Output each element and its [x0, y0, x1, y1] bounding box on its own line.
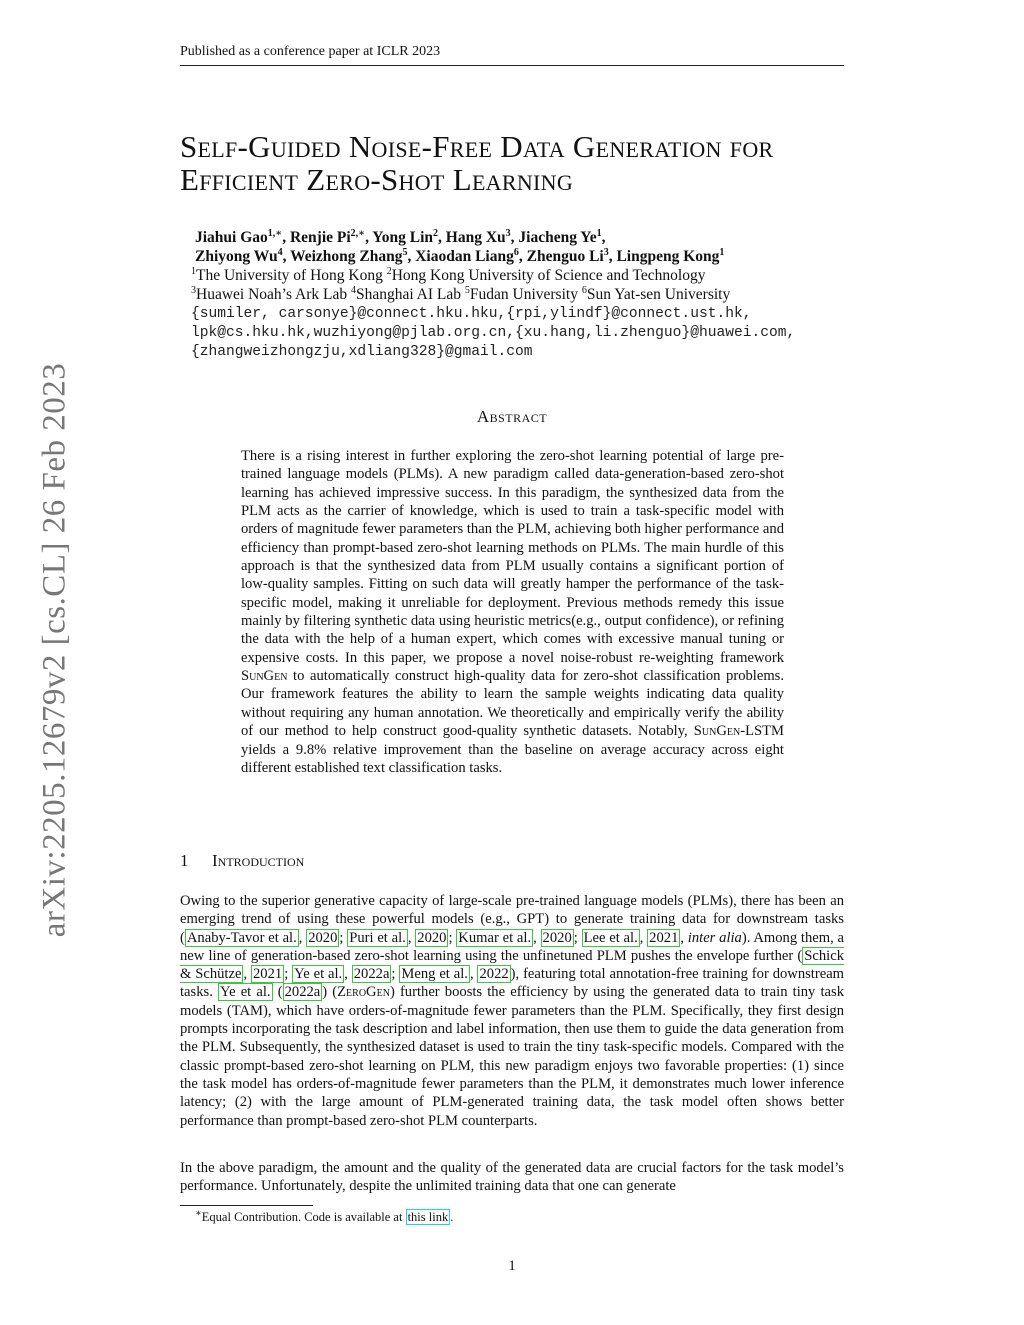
author-mark: 5: [402, 246, 408, 258]
author: Weizhong Zhang: [290, 248, 403, 265]
author-list: [195, 228, 724, 266]
abstract-body: [241, 447, 784, 777]
citation-link[interactable]: 2021: [649, 929, 679, 946]
affiliation-mark: 6: [581, 284, 587, 296]
body-text: Owing to the superior generative capacity of large-scale pre-trained language models (PLMs), there has been an emerging trend of using these powerful models (e.g., GPT) to generate training data for downstream tasks (: [180, 893, 844, 946]
author: Lingpeng Kong: [616, 248, 720, 265]
citation-link[interactable]: 2020: [417, 929, 447, 946]
footnote: ∗Equal Contribution. Code is available at this link .: [195, 1207, 454, 1224]
email-line: lpk@cs.hku.hk,wuzhiyong@pjlab.org.cn,{xu.hang,li.zhenguo}@huawei.com,: [191, 325, 796, 341]
body-text: ). Among them, a new line of generation-based zero-shot learning using the unfinetuned PLM pushes the envelope further (: [180, 929, 845, 964]
affiliation: Huawei Noah’s Ark Lab: [196, 286, 348, 303]
affiliation: Hong Kong University of Science and Technology: [391, 267, 706, 284]
running-header: Published as a conference paper at ICLR 2023: [180, 44, 441, 59]
footnote-rule: [180, 1205, 313, 1206]
affiliation-mark: 5: [464, 284, 470, 296]
author-mark: 1,∗: [267, 227, 283, 239]
body-text: ), featuring total annotation-free training for downstream tasks.: [180, 966, 845, 1001]
page-number: 1: [508, 1258, 516, 1274]
author-mark: 1: [596, 227, 602, 239]
author-mark: 6: [513, 246, 519, 258]
title-line-2: Efficient Zero-Shot Learning: [180, 162, 574, 197]
citation-link[interactable]: Kumar et al.: [458, 929, 532, 946]
author: Renjie Pi: [289, 229, 351, 246]
affiliation: Shanghai AI Lab: [355, 286, 462, 303]
abstract-text: There is a rising interest in further exploring the zero-shot learning potential of large pre-trained language models (PLMs). A new paradigm called data-generation-based zero-shot learning has achieved impressive success. In this paradigm, the synthesized data from the PLM acts as the carrier of knowledge, which is used to train a task-specific model with orders of magnitude fewer parameters than the PLM, achieving both higher performance and efficiency than prompt-based zero-shot learning methods on PLMs. The main hurdle of this approach is that the synthesized data from PLM usually contains a significant portion of low-quality samples. Fitting on such data will greatly hamper the performance of the task-specific model, making it unreliable for deployment. Previous methods remedy this issue mainly by filtering synthetic data using heuristic metrics(e.g., output confidence), or refining the data with the help of a human expert, which comes with excessive manual tuning or expensive costs. In this paper, we propose a novel noise-robust re-weighting framework: [241, 448, 784, 666]
section-title: Introduction: [212, 851, 305, 870]
author-line-1: Jiahui Gao$^{1,∗}$, Renjie $Pi^{2,∗}$, Yong Lin$^2$, Hang Xu$^3$, Jiacheng Ye$^1$,: [195, 227, 606, 246]
citation-link[interactable]: Ye et al.: [220, 984, 271, 1001]
abstract-text: -LSTM yields a 9.8% relative improvement than the baseline on average accuracy across eight different established text classification tasks.: [241, 723, 784, 776]
abstract-heading: Abstract: [476, 407, 548, 426]
author: Zhenguo Li: [526, 248, 604, 265]
citation-link[interactable]: 2020: [542, 929, 572, 946]
author: Zhiyong Wu: [195, 248, 278, 265]
footnote-text: Equal Contribution. Code is available at: [201, 1210, 403, 1224]
paper-title: [180, 130, 860, 196]
affiliation-mark: 2: [386, 265, 392, 277]
affiliation-line-1: [191, 266, 730, 285]
affiliations: [191, 266, 730, 304]
author: Jiacheng Ye: [518, 229, 597, 246]
citation-link[interactable]: Schick & Schütze: [180, 947, 844, 983]
author-mark: 2,∗: [350, 227, 366, 239]
citation-link[interactable]: 2022: [479, 966, 509, 983]
author-mark: 4: [277, 246, 283, 258]
code-link[interactable]: this link: [407, 1210, 449, 1224]
citation-link[interactable]: 2020: [308, 929, 338, 946]
method-name: SunGen: [693, 723, 741, 740]
footnote-mark: ∗: [195, 1207, 202, 1219]
author: Yong Lin: [372, 229, 434, 246]
author-mark: 3: [603, 246, 609, 258]
title-line-1: Self-Guided Noise-Free Data Generation for: [180, 129, 774, 164]
section-heading: [180, 851, 304, 871]
method-name: ZeroGen: [337, 984, 390, 1001]
author: Jiahui Gao: [195, 229, 268, 246]
author-mark: 3: [505, 227, 511, 239]
author-line-2: Zhiyong Wu$^4$, Weizhong Zhang$^5$, Xiaodan Liang$^6$, Zhenguo Li$^3$, Lingpeng Kong$^1$: [195, 246, 725, 265]
author-mark: 2: [433, 227, 439, 239]
intro-paragraph-1: Owing to the superior generative capacity of large-scale pre-trained language models (PLMs), there has been an emerging trend of using these powerful models (e.g., GPT) to generate training data for downstream tasks ( Anaby-Tavor et al. , 2020 ; Puri et al. , 2020 ; Kumar et al. , 2020 ; Lee et al. , 2021 , inter alia). Among them, a new line of generation-based zero-shot learning using the unfinetuned PLM pushes the envelope further ( Schick & Schütze , 2021 ; Ye et al. , 2022a ; Meng et al. , 2022 ), featuring total annotation-free training for downstream tasks. Ye et al. ( 2022a ) (ZeroGen) further boosts the efficiency by using the generated data to train tiny task models (TAM), which have orders-of-magnitude fewer parameters than the PLM. Specifically, they first design prompts incorporating the task description and label information, then use them to guide the data generation from the PLM. Subsequently, the synthesized dataset is used to train the tiny task-specific models. Compared with the classic prompt-based zero-shot learning on PLM, this new paradigm enjoys two favorable properties: (1) since the task model has orders-of-magnitude fewer parameters than the PLM, it demonstrates much lower inference latency; (2) with the large amount of PLM-generated training data, the task model often shows better performance than prompt-based zero-shot PLM counterparts.: [180, 893, 845, 1129]
citation-link[interactable]: 2022a: [353, 966, 390, 983]
affiliation-mark: 1: [191, 265, 196, 277]
citation-link[interactable]: Puri et al.: [349, 929, 406, 946]
method-name: SunGen: [241, 668, 288, 685]
author-mark: 1: [719, 246, 725, 258]
email-list: [191, 305, 795, 362]
body-text: ) further boosts the efficiency by using the generated data to train tiny task models (TAM), which have orders-of-magnitude fewer parameters than the PLM. Specifically, they first design prompts incorporating the task description and label information, then use them to guide the data generation from the PLM. Subsequently, the synthesized dataset is used to train the tiny task-specific models. Compared with the classic prompt-based zero-shot learning on PLM, this new paradigm enjoys two favorable properties: (1) since the task model has orders-of-magnitude fewer parameters than the PLM, it demonstrates much lower inference latency; (2) with the large amount of PLM-generated training data, the task model often shows better performance than prompt-based zero-shot PLM counterparts.: [180, 984, 844, 1129]
affiliation-line-2: [191, 285, 730, 304]
abstract-text: to automatically construct high-quality data for zero-shot classification problems. Our framework features the ability to learn the sample weights indicating data quality without requiring any human annotation. We theoretically and empirically verify the ability of our method to help construct good-quality synthetic datasets. Notably,: [241, 668, 785, 740]
arxiv-stamp: [30, 360, 80, 940]
email-line: {sumiler, carsonye}@connect.hku.hku,{rpi,ylindf}@connect.ust.hk,: [191, 306, 752, 322]
citation-link[interactable]: 2022a: [284, 984, 321, 1001]
affiliation: Sun Yat-sen University: [586, 286, 731, 303]
header-rule: [180, 65, 844, 66]
author: Hang Xu: [445, 229, 506, 246]
intro-paragraph-2: In the above paradigm, the amount and the quality of the generated data are crucial factors for the task model’s performance. Unfortunately, despite the unlimited training data that one can generate: [180, 1160, 844, 1195]
citation-link[interactable]: Anaby-Tavor et al.: [186, 929, 297, 946]
affiliation-mark: 4: [350, 284, 356, 296]
citation-link[interactable]: Meng et al.: [401, 966, 468, 983]
section-number: 1: [180, 851, 189, 870]
affiliation-mark: 3: [191, 284, 196, 296]
author: Xiaodan Liang: [415, 248, 514, 265]
email-line: {zhangweizhongzju,xdliang328}@gmail.com: [191, 344, 533, 360]
citation-link[interactable]: 2021: [253, 966, 283, 983]
affiliation: Fudan University: [469, 286, 578, 303]
affiliation: The University of Hong Kong: [196, 267, 383, 284]
inter-alia: inter alia: [687, 929, 742, 946]
arxiv-stamp-text: arXiv:2205.12679v2 [cs.CL] 26 Feb 2023: [36, 362, 73, 938]
citation-link[interactable]: Lee et al.: [583, 929, 638, 946]
citation-link[interactable]: Ye et al.: [294, 966, 343, 983]
